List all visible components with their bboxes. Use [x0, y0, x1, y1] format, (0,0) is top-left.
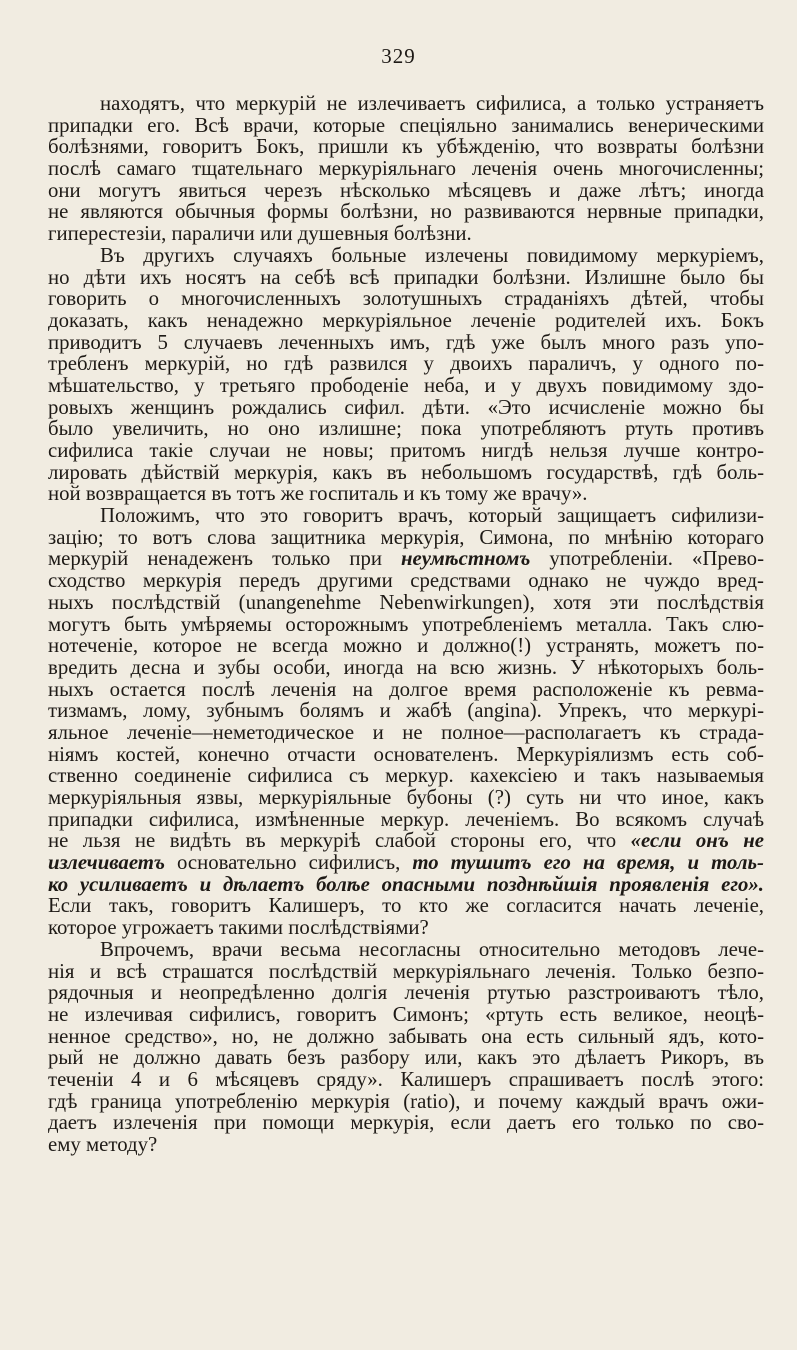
- text-line: [48, 1112, 764, 1134]
- text-line: [48, 375, 764, 397]
- text-segment: приводитъ 5 случаевъ леченныхъ имъ, гдѣ уже былъ много разъ упо-: [48, 330, 764, 354]
- text-segment: требленъ меркурій, но гдѣ развился у двоихъ параличъ, у одного по-: [48, 352, 764, 376]
- text-segment: даетъ излеченія при помощи меркурія, если даетъ его только по сво-: [48, 1111, 764, 1135]
- text-segment: основательно сифилисъ,: [164, 851, 413, 875]
- text-segment: меркуріяльныя язвы, меркуріяльные бубоны (?) суть ни что иное, какъ: [48, 786, 764, 809]
- text-segment: ной возвращается въ тотъ же госпиталь и къ тому же врачу».: [48, 482, 588, 506]
- text-line: [48, 1069, 764, 1091]
- text-line: [48, 895, 764, 917]
- text-line: [48, 744, 764, 766]
- text-line: [48, 332, 764, 354]
- text-segment: гиперестезіи, параличи или душевныя болѣзни.: [48, 222, 472, 246]
- text-segment: они могутъ явиться черезъ нѣсколько мѣсяцевъ и даже лѣтъ; иногда: [48, 178, 764, 202]
- text-segment: зацію; то вотъ слова защитника меркурія, Симона, по мнѣнію котораго: [48, 525, 764, 549]
- text-segment: не льзя не видѣть въ меркуріѣ слабой стороны его, что: [48, 829, 631, 853]
- text-line: [48, 722, 764, 744]
- text-line: [48, 809, 764, 831]
- text-line: [48, 765, 764, 787]
- paragraph: [48, 505, 764, 939]
- text-line: [48, 418, 764, 440]
- text-segment: но дѣти ихъ носятъ на себѣ всѣ припадки болѣзни. Излишне было бы: [48, 265, 764, 289]
- text-line: [48, 657, 764, 679]
- text-line: [48, 635, 764, 657]
- text-line: [48, 115, 764, 137]
- text-segment: Положимъ, что это говоритъ врачъ, который защищаетъ сифилизи-: [100, 504, 764, 528]
- text-line: [48, 527, 764, 549]
- text-line: [48, 961, 764, 983]
- text-line: [48, 787, 764, 809]
- text-line: [48, 852, 764, 874]
- text-line: [48, 570, 764, 592]
- body-text: [48, 93, 764, 1156]
- text-segment: употребленіи. «Прево-: [530, 547, 764, 571]
- text-line: [48, 548, 764, 570]
- text-segment: послѣ самаго тщательнаго меркуріяльнаго леченія очень многочисленны;: [48, 157, 764, 181]
- text-segment: меркурій ненадеженъ только при: [48, 547, 402, 571]
- text-line: [48, 1047, 764, 1069]
- text-segment: не излечивая сифилисъ, говоритъ Симонъ; «ртуть есть великое, неоцѣ-: [48, 1002, 764, 1026]
- text-segment: говорить о многочисленныхъ золотушныхъ страданіяхъ дѣтей, чтобы: [48, 287, 764, 311]
- text-segment: нія и всѣ страшатся послѣдствій меркуріяльнаго леченія. Только безпо-: [48, 959, 764, 983]
- text-line: [48, 288, 764, 310]
- text-segment: припадки сифилиса, измѣненные меркур. леченіемъ. Во всякомъ случаѣ: [48, 807, 764, 831]
- emphasized-text: ко усиливаетъ и дѣлаетъ болѣе опасными позднѣйшія проявленія его».: [48, 872, 764, 896]
- text-segment: гдѣ граница употребленію меркурія (ratio), и почему каждый врачъ ожи-: [48, 1089, 764, 1113]
- text-line: [48, 1004, 764, 1026]
- text-segment: ныхъ остается послѣ леченія на долгое время расположеніе къ ревма-: [48, 677, 764, 701]
- text-segment: вредить десна и зубы особи, иногда на всю жизнь. У нѣкоторыхъ боль-: [48, 655, 764, 679]
- text-line: [48, 1091, 764, 1113]
- text-segment: яльное леченіе—неметодическое и не полное—располагаетъ къ страда-: [48, 720, 764, 744]
- text-line: [48, 310, 764, 332]
- text-line: [48, 917, 764, 939]
- text-segment: припадки его. Всѣ врачи, которые спеціяльно занимались венерическими: [48, 113, 764, 137]
- text-line: [48, 982, 764, 1004]
- text-line: [48, 397, 764, 419]
- text-segment: ненное средство», но, не должно забывать она есть сильный ядъ, кото-: [48, 1024, 764, 1048]
- text-segment: было увеличить, но оно излишне; пока употребляютъ ртуть противъ: [48, 417, 764, 441]
- text-segment: нотеченіе, которое не всегда можно и должно(!) устранять, можетъ по-: [48, 634, 764, 658]
- paragraph: [48, 245, 764, 505]
- text-line: [48, 700, 764, 722]
- text-line: [48, 483, 764, 505]
- text-segment: лировать дѣйствій меркурія, какъ въ небольшомъ государствѣ, гдѣ боль-: [48, 460, 764, 484]
- text-segment: сходство меркурія передъ другими средствами однако не чуждо вред-: [48, 569, 764, 593]
- text-segment: тизмамъ, ломy, зубнымъ болямъ и жабѣ (angina). Упрекъ, что меркурі-: [48, 699, 764, 723]
- emphasized-text: то тушитъ его на время, и толь-: [412, 851, 764, 875]
- page-number: 329: [381, 44, 416, 68]
- text-segment: сифилиса такіе случаи не новы; притомъ нигдѣ нельзя лучше контро-: [48, 439, 764, 462]
- text-line: [48, 245, 764, 267]
- text-line: [48, 223, 764, 245]
- text-line: [48, 267, 764, 289]
- text-line: [48, 353, 764, 375]
- text-segment: ніямъ костей, конечно отчасти основателенъ. Меркуріялизмъ есть соб-: [48, 742, 764, 766]
- text-line: [48, 592, 764, 614]
- text-line: [48, 440, 764, 462]
- text-segment: находятъ, что меркурій не излечиваетъ сифилиса, а только устраняетъ: [100, 92, 764, 115]
- text-line: [48, 505, 764, 527]
- text-segment: рый не должно давать безъ разбору или, какъ это дѣлаетъ Рикоръ, въ: [48, 1046, 764, 1070]
- text-line: [48, 93, 764, 115]
- text-segment: ему методу?: [48, 1133, 158, 1156]
- text-line: [48, 874, 764, 896]
- emphasized-text: неумѣстномъ: [401, 547, 531, 571]
- paragraph: [48, 939, 764, 1156]
- text-segment: ственно соединеніе сифилиса съ меркур. кахексіею и такъ называемыя: [48, 764, 764, 788]
- text-segment: ныхъ послѣдствій (unangenehme Nebenwirkungen), хотя эти послѣдствія: [48, 590, 764, 614]
- text-line: [48, 939, 764, 961]
- text-line: [48, 201, 764, 223]
- text-segment: Въ другихъ случаяхъ больные излечены повидимому меркуріемъ,: [100, 243, 764, 267]
- text-line: [48, 1134, 764, 1156]
- text-segment: ровыхъ женщинъ рождались сифил. дѣти. «Это исчисленіе можно бы: [48, 395, 764, 419]
- text-line: [48, 180, 764, 202]
- text-line: [48, 158, 764, 180]
- emphasized-text: «если онъ не: [630, 829, 764, 853]
- text-line: [48, 1026, 764, 1048]
- text-segment: которое угрожаетъ такими послѣдствіями?: [48, 916, 429, 940]
- text-segment: мѣшательство, у третьяго прободеніе неба, и у двухъ повидимому здо-: [48, 373, 764, 397]
- text-line: [48, 462, 764, 484]
- text-line: [48, 679, 764, 701]
- text-line: [48, 614, 764, 636]
- text-segment: доказать, какъ ненадежно меркуріяльное леченіе родителей ихъ. Бокъ: [48, 308, 764, 332]
- text-segment: Впрочемъ, врачи весьма несогласны относительно методовъ лече-: [100, 937, 764, 961]
- text-segment: теченіи 4 и 6 мѣсяцевъ сряду». Калишеръ спрашиваетъ послѣ этого:: [48, 1067, 764, 1091]
- text-segment: не являются обычныя формы болѣзни, но развиваются нервные припадки,: [48, 200, 764, 224]
- text-segment: болѣзнями, говоритъ Бокъ, пришли къ убѣжденію, что возвраты болѣзни: [48, 135, 764, 159]
- emphasized-text: излечиваетъ: [48, 851, 165, 875]
- text-line: [48, 136, 764, 158]
- text-segment: рядочныя и неопредѣленно долгія леченія ртутью разстроиваютъ тѣло,: [48, 981, 764, 1005]
- text-segment: Если такъ, говоритъ Калишеръ, то кто же согласится начать леченіе,: [48, 894, 764, 918]
- text-segment: могутъ быть умѣряемы осторожнымъ употребленіемъ металла. Такъ слю-: [48, 612, 764, 636]
- text-line: [48, 830, 764, 852]
- paragraph: [48, 93, 764, 245]
